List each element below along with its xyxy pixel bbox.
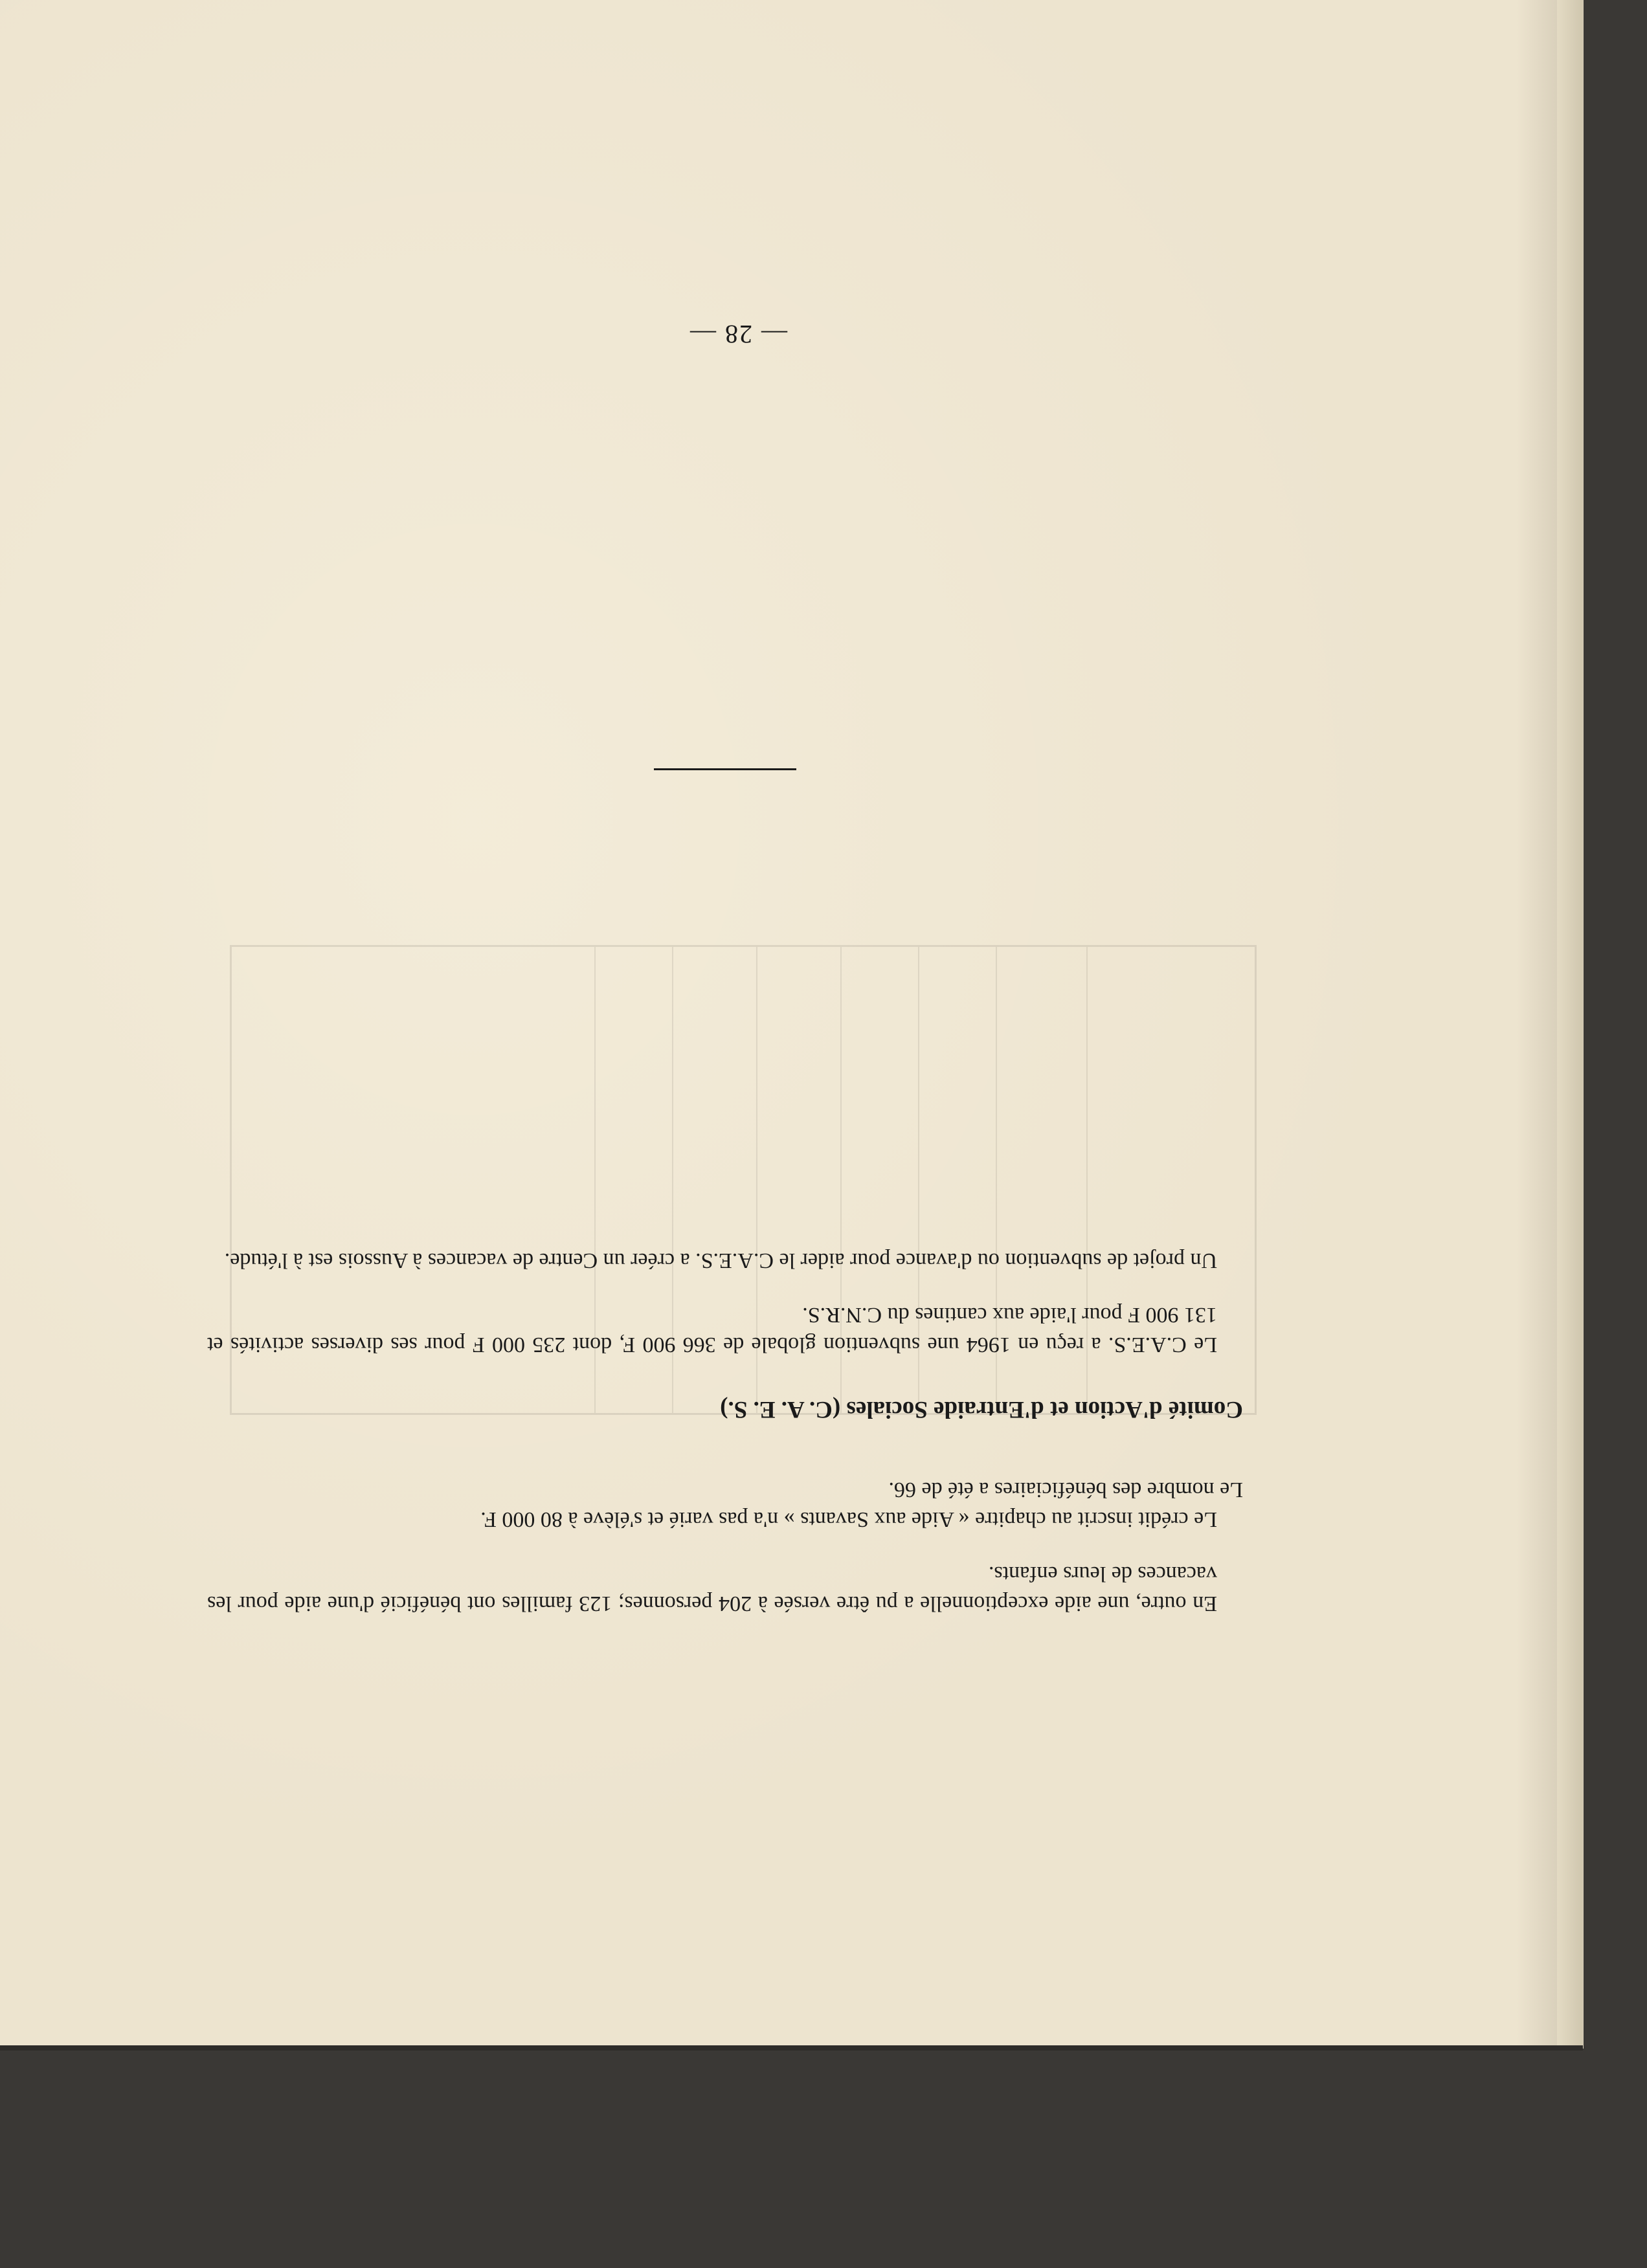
page-number: — 28 — — [689, 320, 787, 349]
page-edge — [1557, 0, 1583, 2049]
section-title-caes: Comité d'Action et d'Entraide Sociales (C. A. E. S.) — [720, 1396, 1243, 1423]
paragraph-aide-exceptionnelle: En outre, une aide exceptionnelle a pu être versée à 204 personnes; 123 familles ont bénéficié d'une aide pour les vacances de leurs enfants. — [207, 1562, 1217, 1616]
paragraph-aide-aux-savants-line-2: Le nombre des bénéficiaires a été de 66. — [888, 1478, 1243, 1502]
paragraph-centre-vacances: Un projet de subvention ou d'avance pour aider le C.A.E.S. a créer un Centre de vacances à Aussois est à l'étude. — [224, 1249, 1217, 1273]
page-bottom-shadow — [0, 2045, 1583, 2051]
separator-rule — [654, 768, 796, 770]
page-content-upside-down — [207, 214, 1243, 1618]
paragraph-subvention-caes: Le C.A.E.S. a reçu en 1964 une subvention globale de 366 900 F, dont 235 000 F pour ses diverses activités et 131 900 F pour l'aide aux cantines du C.N.R.S. — [207, 1303, 1217, 1357]
paragraph-aide-aux-savants-line-1: Le crédit inscrit au chapitre « Aide aux Savants » n'a pas varié et s'élève à 80 000 F. — [480, 1507, 1217, 1531]
paragraph-aide-aux-savants — [233, 1474, 1243, 1534]
